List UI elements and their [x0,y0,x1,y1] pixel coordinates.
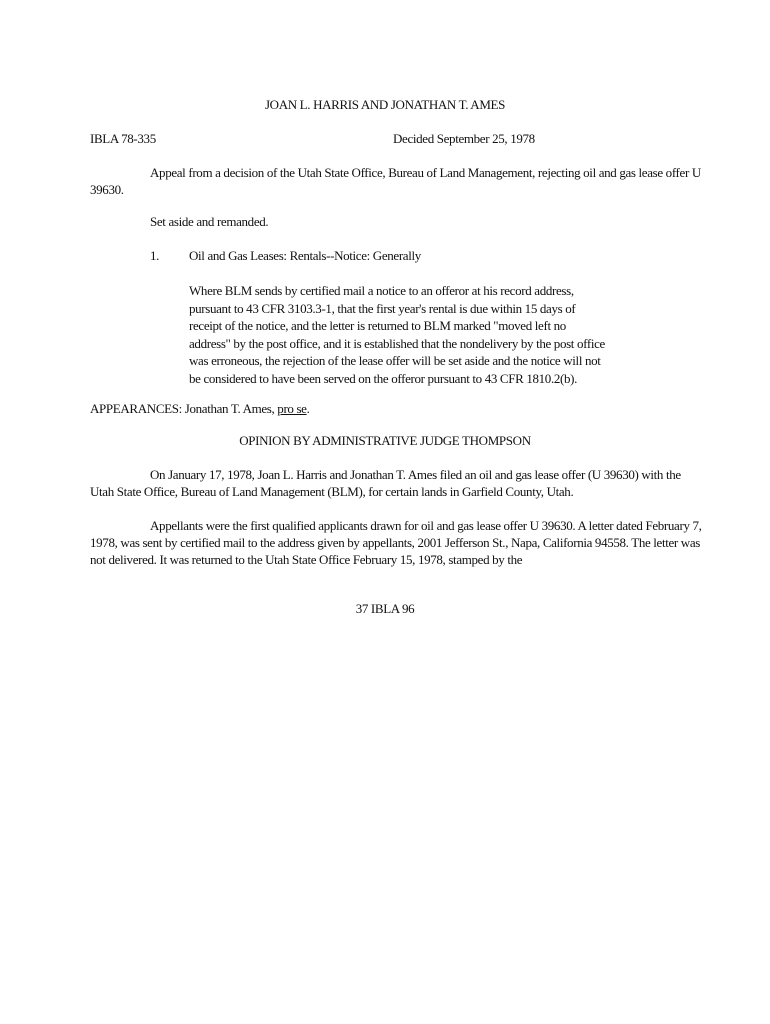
headnote-line: receipt of the notice, and the letter is returned to BLM marked "moved left no [189,318,566,333]
headnote-line: address" by the post office, and it is established that the nondelivery by the post office [189,335,605,351]
headnote-line: was erroneous, the rejection of the lease offer will be set aside and the notice will not [189,353,601,368]
appearances-label: APPEARANCES: Jonathan T. Ames, [90,401,278,416]
page-citation: 37 IBLA 96 [355,601,415,616]
headnote-text [189,282,605,387]
paragraph-2-line-3: not delivered. It was returned to the Utah State Office February 15, 1978, stamped by the [90,552,523,567]
paragraph-1-line-1: On January 17, 1978, Joan L. Harris and Jonathan T. Ames filed an oil and gas lease offer (U 39630) with the [150,467,681,482]
paragraph-1-line-2: Utah State Office, Bureau of Land Management (BLM), for certain lands in Garfield County, Utah. [90,484,574,499]
summary-line-1: Appeal from a decision of the Utah State Office, Bureau of Land Management, rejecting oil and gas lease offer U [150,165,701,180]
headnote-line: pursuant to 43 CFR 3103.3-1, that the first year's rental is due within 15 days of [189,300,576,316]
docket-number: IBLA 78-335 [90,131,156,146]
paragraph-2-line-1: Appellants were the first qualified applicants drawn for oil and gas lease offer U 39630. A letter dated February 7, [150,518,702,533]
decision-date: Decided September 25, 1978 [393,131,535,146]
appearances [90,401,310,417]
headnote-number: 1. [150,248,160,263]
appearances-end: . [306,401,310,416]
headnote-line: be considered to have been served on the offeror pursuant to 43 CFR 1810.2(b). [189,370,577,386]
paragraph-2-line-2: 1978, was sent by certified mail to the address given by appellants, 2001 Jefferson St., Napa, California 94558. The letter was [90,535,700,550]
case-title: JOAN L. HARRIS AND JONATHAN T. AMES [264,97,506,112]
summary-line-2: 39630. [90,182,124,197]
pro-se: pro se [277,401,307,416]
disposition: Set aside and remanded. [150,214,269,229]
headnote-line: Where BLM sends by certified mail a notice to an offeror at his record address, [189,283,574,298]
headnote-topic: Oil and Gas Leases: Rentals--Notice: Generally [189,248,421,263]
opinion-heading: OPINION BY ADMINISTRATIVE JUDGE THOMPSON [239,433,531,448]
